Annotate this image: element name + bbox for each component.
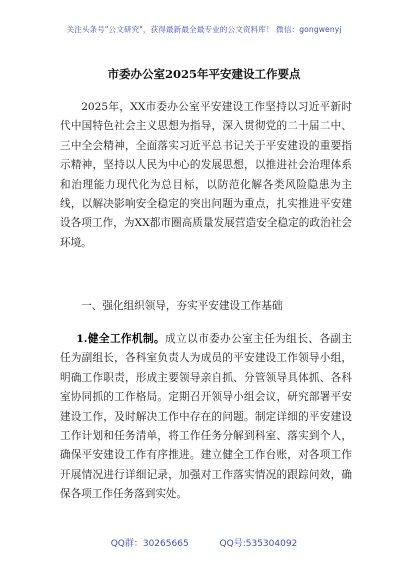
intro-paragraph: 2025年，XX市委办公室平安建设工作坚持以习近平新时代中国特色社会主义思想为指导，深入贯彻党的二十届二中、三中全会精神，全面落实习近平总书记关于平安建设的重要指示精神，坚持以人民为中心的发展思想，以推进社会治理体系和治理能力现代化为总目标，以防范化解各类风险隐患为主线，以解决影响安全稳定的突出问题为重点，扎实推进平安建设各项工作，为XX都市圈高质量发展营造安全稳定的政治社会环境。 (60, 101, 352, 249)
document-title: 市委办公室2025年平安建设工作要点 (107, 67, 301, 81)
item-lead: 1.健全工作机制。 (76, 333, 166, 345)
footer-qq-group: QQ群：30265665 (110, 539, 189, 549)
footer-qq-number: QQ号:535304092 (219, 539, 298, 549)
item-paragraph (60, 330, 352, 505)
header-banner: 关注头条号"公文研究"，获得最新最全最专业的公文资料库！ 微信：gongwenyj (66, 25, 342, 34)
item-body: 成立以市委办公室主任为组长、各副主任为副组长，各科室负责人为成员的平安建设工作领导小组，明确工作职责，形成主要领导亲自抓、分管领导具体抓、各科室协同抓的工作格局。定期召开领导小组会议，研究部署平安建设工作，及时解决工作中存在的问题。制定详细的平安建设工作计划和任务清单，将工作任务分解到科室、落实到个人，确保平安建设工作有序推进。建立健全工作台账，对各项工作开展情况进行详细记录，加强对工作落实情况的跟踪问效，确保各项工作任务落到实处。 (60, 333, 352, 501)
footer (0, 536, 408, 549)
section-heading: 一、强化组织领导，夯实平安建设工作基础 (81, 300, 283, 312)
